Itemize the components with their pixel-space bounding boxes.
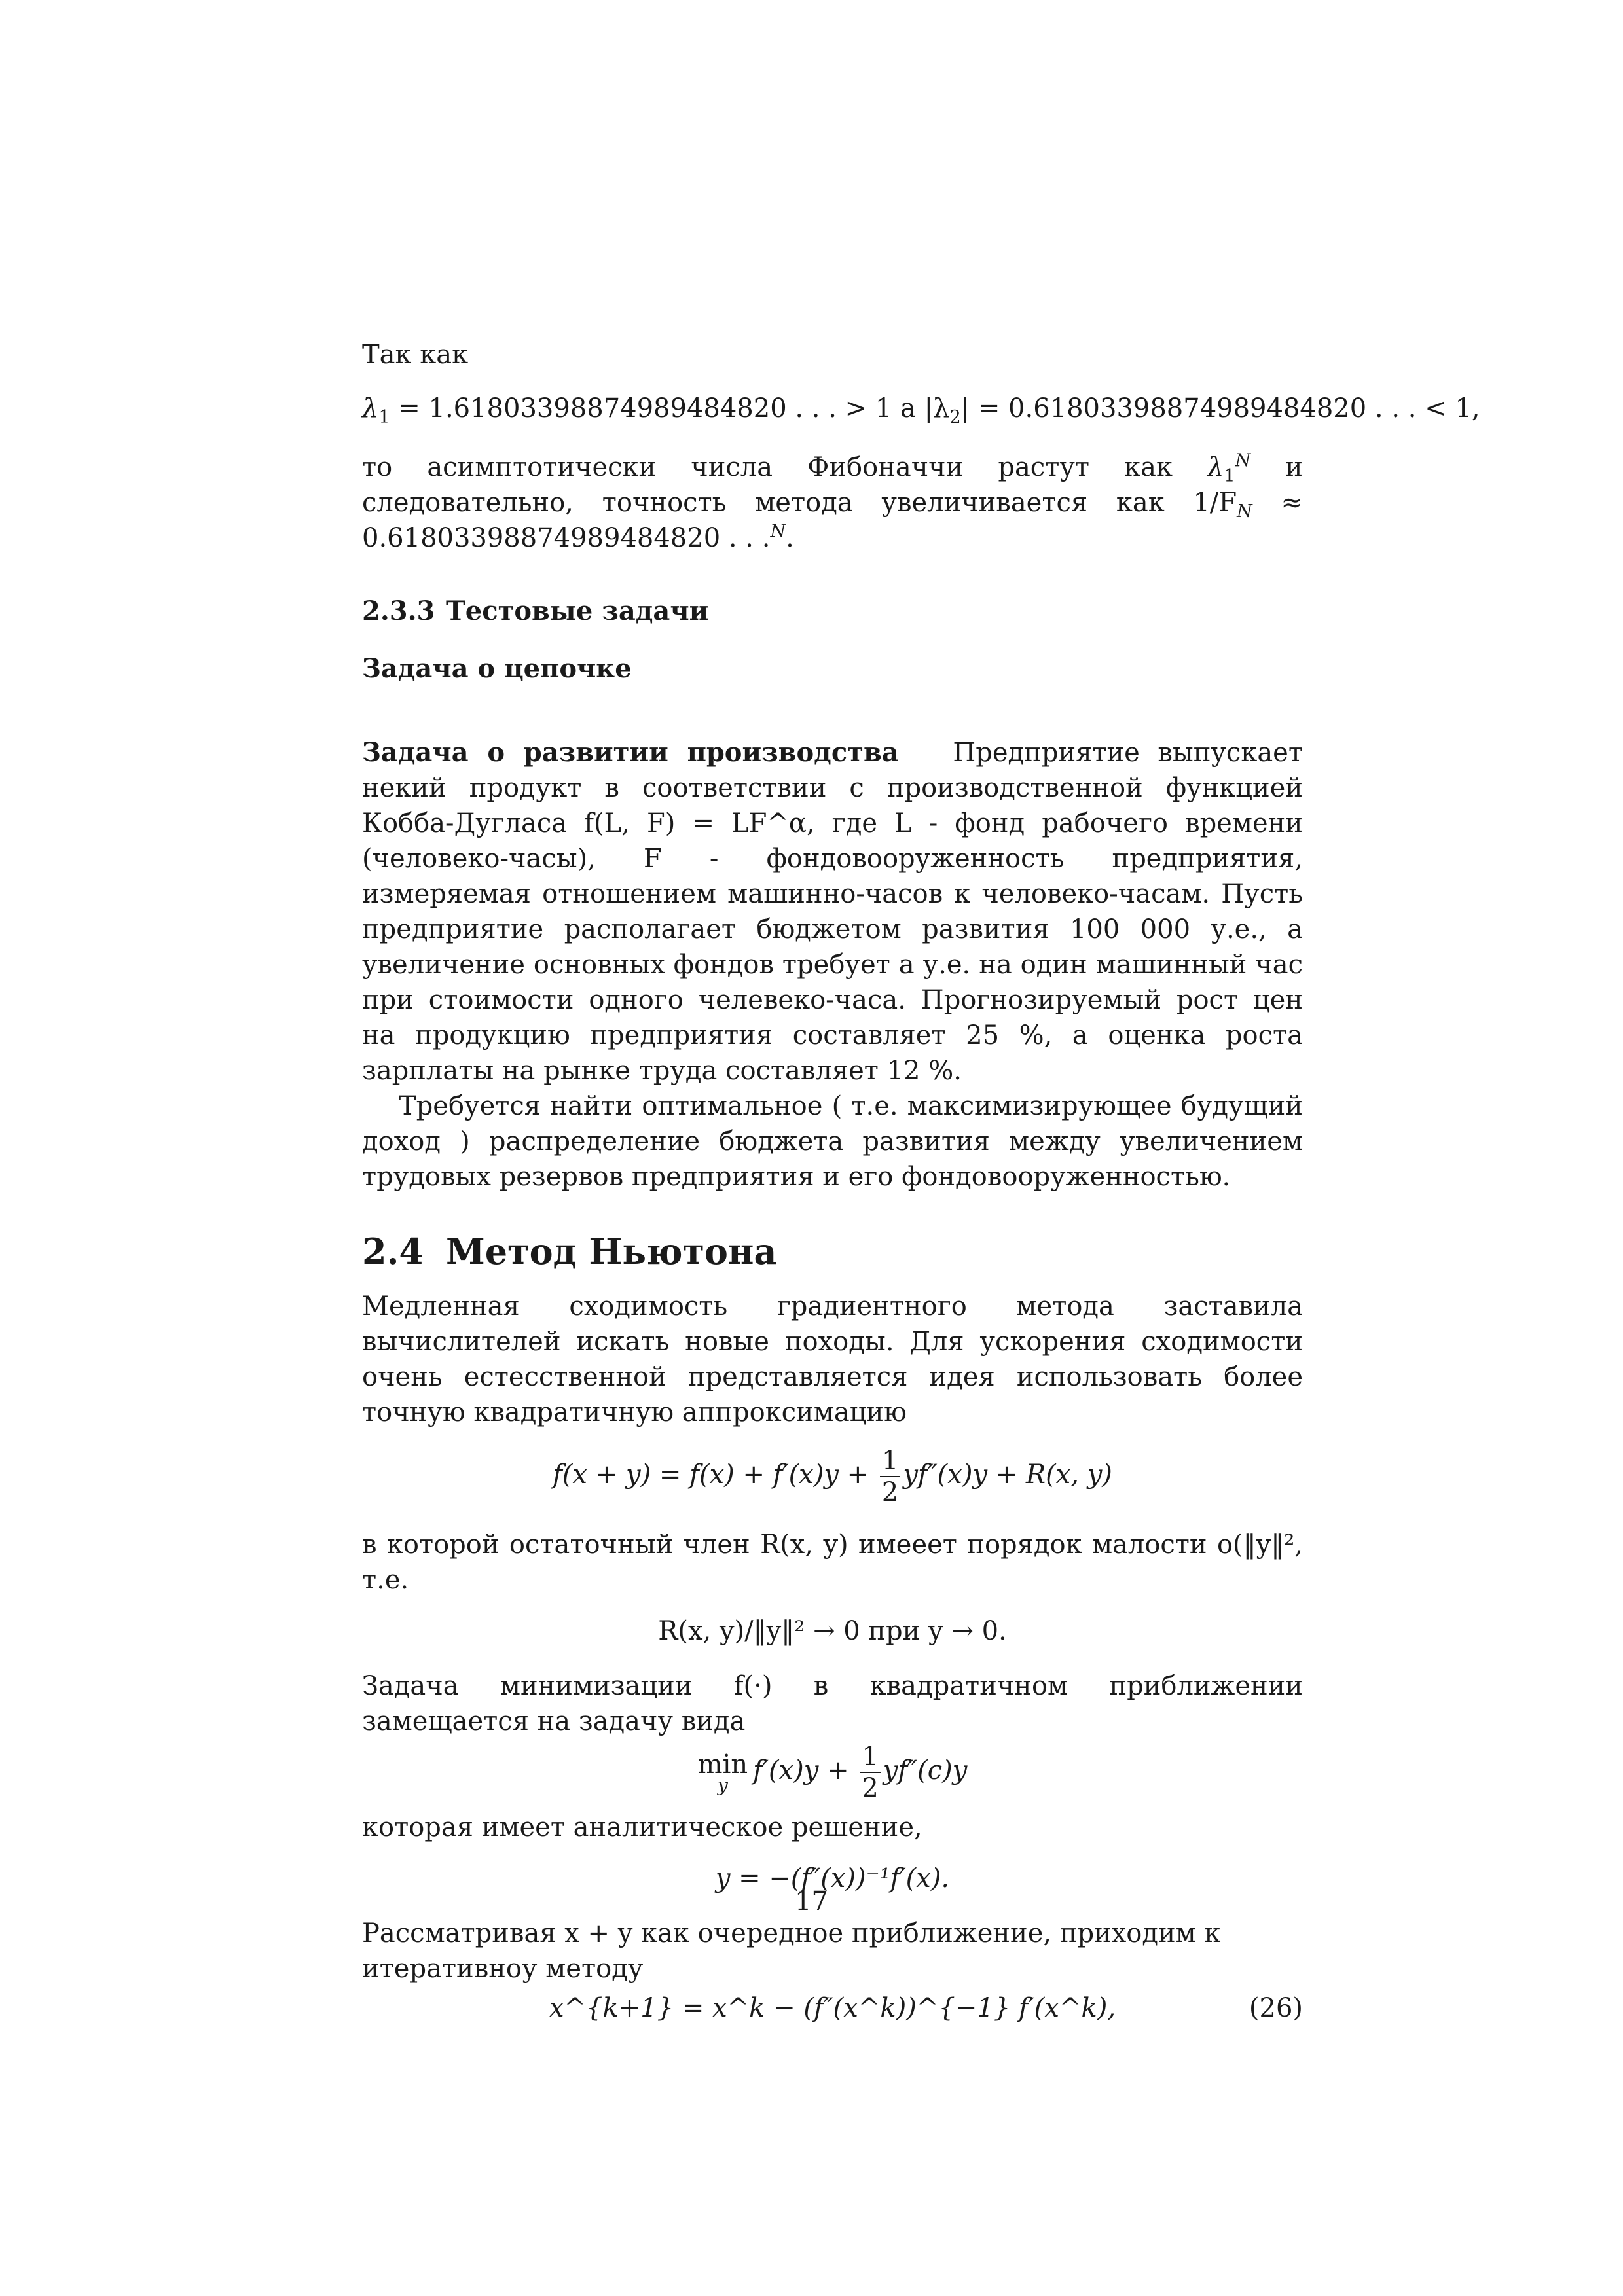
paragraph-intro: Так как: [362, 340, 469, 370]
paragraph-remainder: в которой остаточный член R(x, y) имееет порядок малости o(‖y‖², т.е.: [362, 1530, 1303, 1595]
fraction-one-half: $\frac{1}{2}$: [880, 1446, 900, 1507]
equation-newton-iteration: [362, 1990, 1303, 2026]
paragraph-iteration: Рассматривая x + y как очередное приближение, приходим к итеративноу методу: [362, 1918, 1221, 1984]
lambda-expression: $\lambda_1 = 1.61803398874989484820$ . . . > 1 а $|\lambda_2| = 0.61803398874989484820$ . . . < 1,: [362, 393, 1480, 427]
subheading-chain-problem: Задача о цепочке: [362, 653, 632, 684]
paragraph-fibonacci: то асимптотически числа Фибоначчи растут как $\lambda_1^N$ и следовательно, точность метода увеличивается как $1/F_N \approx 0.61803398874989484820$ . . .$^N$.: [362, 450, 1304, 553]
equation-min-problem: min y f′(x)y + $\frac{1}{2}$ yf″(c)y: [697, 1742, 968, 1803]
paragraph-minimization: Задача минимизации f(·) в квадратичном приближении замещается на задачу вида: [362, 1671, 1303, 1736]
paragraph-newton-intro: Медленная сходимость градиентного метода заставила вычислителей искать новые походы. Для ускорения сходимости очень естесственной представляется идея использовать более точную квадратичную аппроксимацию: [362, 1291, 1303, 1427]
lambda-equation: [362, 391, 1480, 427]
equation-solution: y = −(f″(x))⁻¹f′(x).: [715, 1863, 950, 1893]
equation-number: (26): [1249, 1993, 1303, 2023]
section-heading-2-4: 2.4 Метод Ньютона: [362, 1230, 777, 1272]
page-number: 17: [795, 1886, 828, 1916]
paragraph-requirement: Требуется найти оптимальное ( т.е. максимизирующее будущий доход ) распределение бюджета развития между увеличением трудовых резервов предприятия и его фондовооруженностью.: [362, 1091, 1303, 1192]
fraction-one-half-2: $\frac{1}{2}$: [860, 1742, 880, 1803]
equation-quadratic-approx: f(x + y) = f(x) + f′(x)y + $\frac{1}{2}$ yf″(x)y + R(x, y): [553, 1446, 1112, 1507]
section-heading-2-3-3: 2.3.3 Тестовые задачи: [362, 596, 709, 626]
paragraph-analytic-solution: которая имеет аналитическое решение,: [362, 1812, 922, 1842]
equation-remainder-limit: R(x, y)/‖y‖² → 0 при y → 0.: [658, 1616, 1007, 1646]
min-operator: min y: [697, 1749, 748, 1796]
newton-formula: x^{k+1} = x^k − (f″(x^k))^{−1} f′(x^k),: [549, 1993, 1116, 2023]
paragraph-production-problem: Задача о развитии производства Предприятие выпускает некий продукт в соответствии с производственной функцией Кобба-Дугласа f(L, F) = LF^α, где L - фонд рабочего времени (человеко-часы), F - фондовооруженность предприятия, измеряемая отношением машинно-часов к человеко-часам. Пусть предприятие располагает бюджетом развития 100 000 у.е., а увеличение основных фондов требует a у.е. на один машинный час при стоимости одного челевеко-часа. Прогнозируемый рост цен на продукцию предприятия составляет 25 %, а оценка роста зарплаты на рынке труда составляет 12 %.: [362, 737, 1303, 1086]
